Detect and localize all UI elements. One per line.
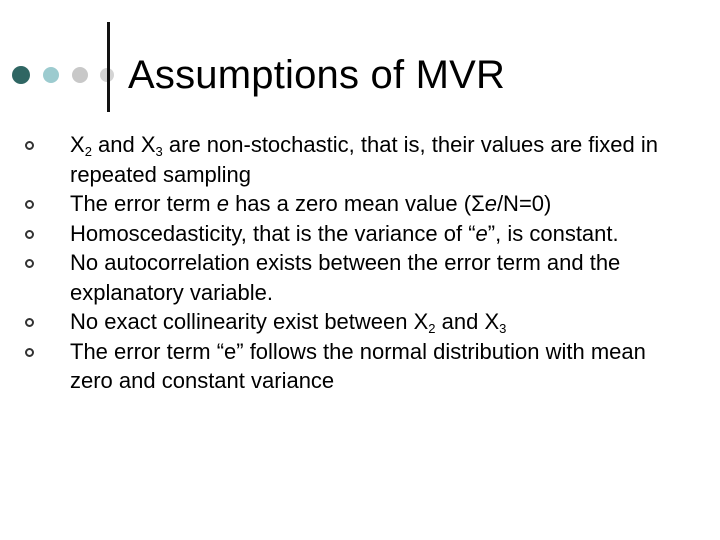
bullet-ring-icon bbox=[25, 141, 34, 150]
italic-symbol: e bbox=[475, 220, 488, 246]
text-segment: ”, is constant. bbox=[487, 220, 619, 246]
dot-icon bbox=[72, 67, 88, 83]
bullet-ring-icon bbox=[25, 200, 34, 209]
slide-title: Assumptions of MVR bbox=[128, 53, 506, 97]
text-segment: are non-stochastic, that is, their values are fixed in repeated sampling bbox=[70, 132, 659, 187]
dot-icon bbox=[12, 66, 30, 84]
bullet-text bbox=[70, 309, 506, 334]
bullet-text bbox=[70, 221, 619, 246]
text-segment: The error term bbox=[70, 191, 217, 216]
bullet-item bbox=[0, 219, 690, 249]
text-segment: and X bbox=[91, 132, 156, 157]
text-segment: No autocorrelation exists between the error term and the explanatory variable. bbox=[70, 250, 621, 305]
bullet-text bbox=[70, 339, 646, 394]
italic-symbol: e bbox=[484, 191, 497, 216]
bullet-item bbox=[0, 307, 690, 337]
bullet-ring-icon bbox=[25, 230, 34, 239]
text-segment: The error term “e” follows the normal distribution with mean zero and constant variance bbox=[70, 338, 646, 393]
bullet-ring-icon bbox=[25, 259, 34, 268]
text-segment: /N=0) bbox=[496, 191, 552, 216]
bullet-text bbox=[70, 132, 658, 187]
title-divider bbox=[107, 22, 110, 112]
text-segment: No exact collinearity exist between X bbox=[70, 309, 429, 334]
italic-symbol: e bbox=[216, 191, 229, 216]
bullet-ring-icon bbox=[25, 318, 34, 327]
bullet-text bbox=[70, 250, 620, 305]
subscript: 3 bbox=[155, 144, 163, 159]
bullet-item bbox=[0, 189, 690, 219]
text-segment: and X bbox=[435, 309, 500, 334]
subscript: 3 bbox=[499, 321, 507, 336]
text-segment: X bbox=[70, 132, 85, 157]
subscript: 2 bbox=[428, 321, 436, 336]
text-segment: Homoscedasticity, that is the variance of “ bbox=[70, 220, 476, 246]
bullet-item bbox=[0, 248, 690, 307]
bullet-list bbox=[0, 130, 720, 396]
subscript: 2 bbox=[84, 144, 92, 159]
bullet-ring-icon bbox=[25, 348, 34, 357]
text-segment: has a zero mean value (Σ bbox=[228, 191, 485, 216]
bullet-text bbox=[70, 191, 551, 216]
dot-icon bbox=[43, 67, 59, 83]
bullet-item bbox=[0, 337, 690, 396]
bullet-item bbox=[0, 130, 690, 189]
